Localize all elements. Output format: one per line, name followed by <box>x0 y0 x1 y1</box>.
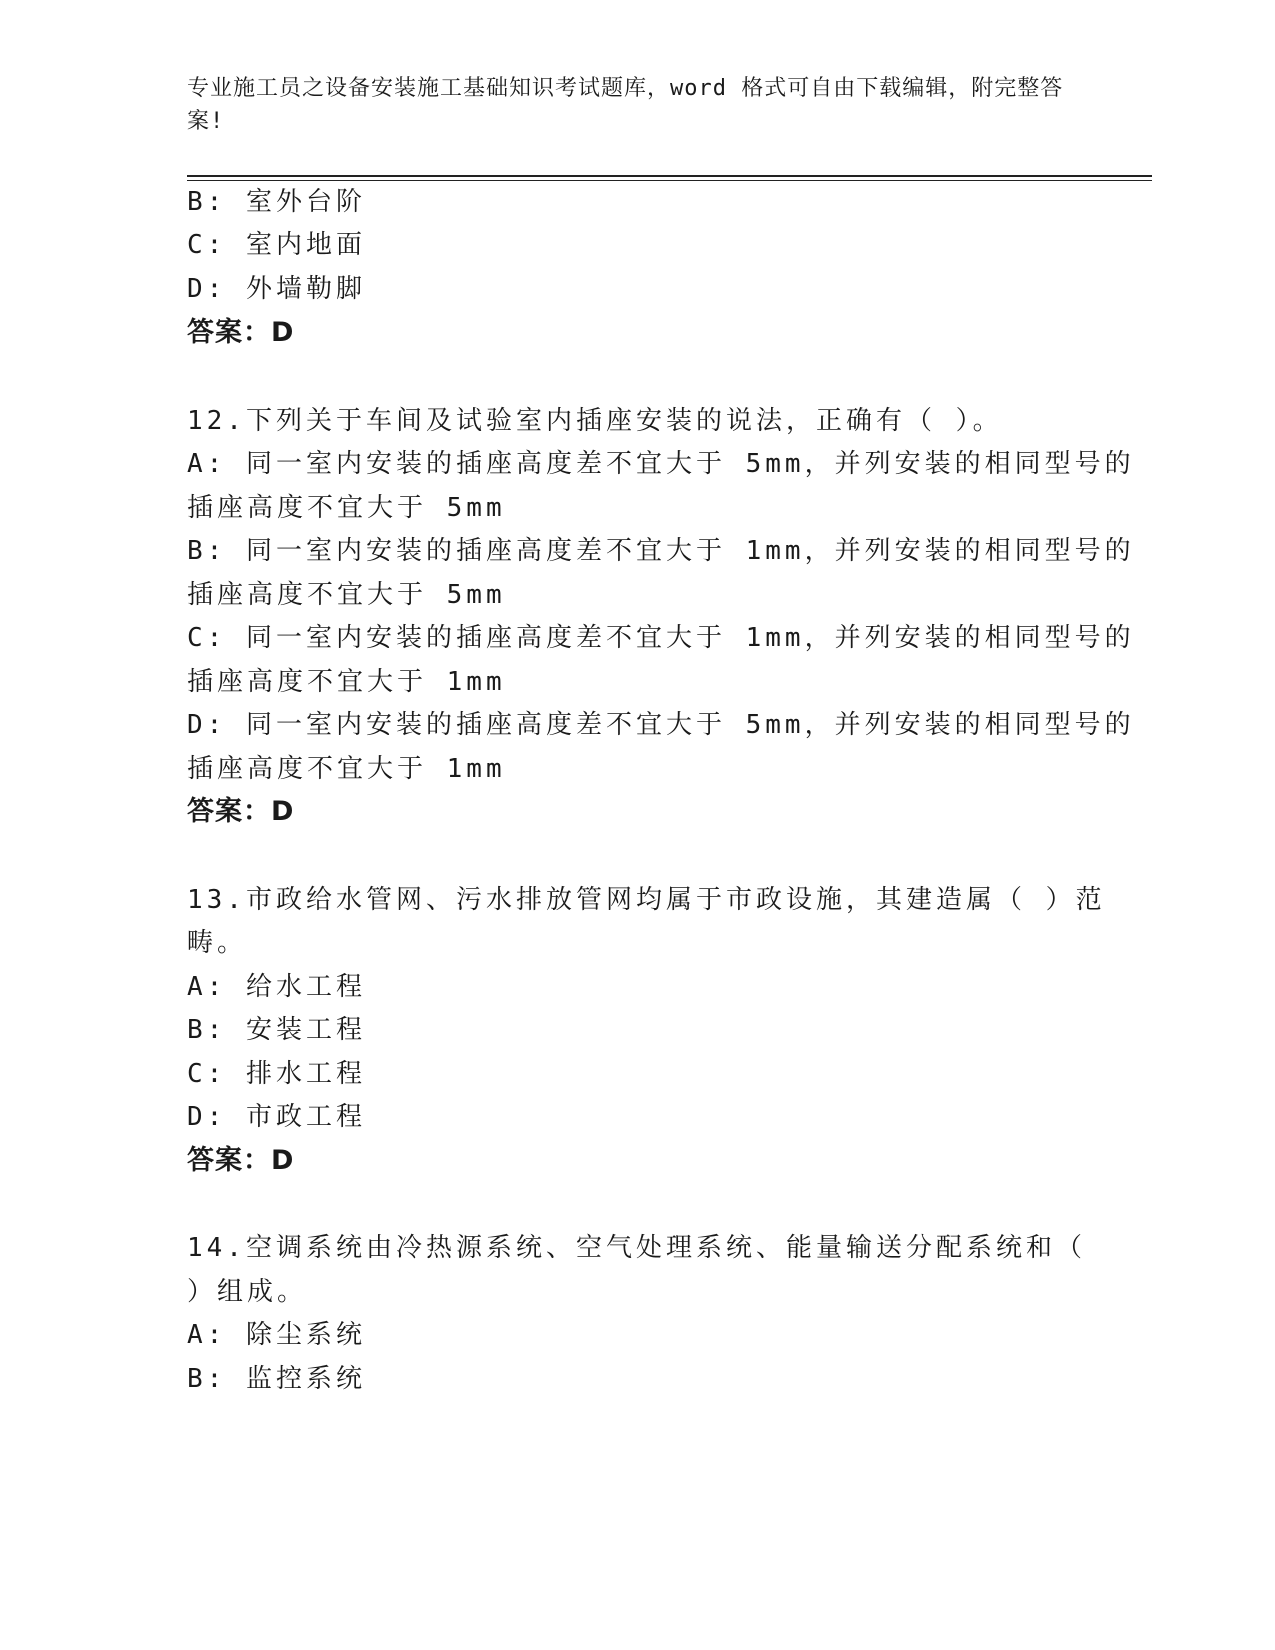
q14-stem: 14.空调系统由冷热源系统、空气处理系统、能量输送分配系统和（ <box>187 1233 1086 1263</box>
q12-stem: 12.下列关于车间及试验室内插座安装的说法，正确有（ ）。 <box>187 406 1003 436</box>
q13-option-b: B: 安装工程 <box>187 1015 366 1045</box>
q13-option-c: C: 排水工程 <box>187 1059 366 1089</box>
q12-option-a: A: 同一室内安装的插座高度差不宜大于 5mm，并列安装的相同型号的 <box>187 449 1135 479</box>
q14-stem-cont: ）组成。 <box>187 1277 308 1307</box>
q12-option-a-cont: 插座高度不宜大于 5mm <box>187 493 506 523</box>
document-header: 专业施工员之设备安装施工基础知识考试题库，word 格式可自由下载编辑，附完整答案! <box>187 76 1064 134</box>
q13-option-a: A: 给水工程 <box>187 972 366 1002</box>
q12-option-c: C: 同一室内安装的插座高度差不宜大于 1mm，并列安装的相同型号的 <box>187 623 1135 653</box>
q13-stem: 13.市政给水管网、污水排放管网均属于市政设施，其建造属（ ）范 <box>187 885 1106 915</box>
q11-option-d: D: 外墙勒脚 <box>187 274 366 304</box>
q12-option-d-cont: 插座高度不宜大于 1mm <box>187 754 506 784</box>
q11-option-b: B: 室外台阶 <box>187 187 366 217</box>
q13-stem-cont: 畴。 <box>187 928 248 958</box>
q12-option-d: D: 同一室内安装的插座高度差不宜大于 5mm，并列安装的相同型号的 <box>187 710 1135 740</box>
q11-option-c: C: 室内地面 <box>187 230 366 260</box>
q12-option-c-cont: 插座高度不宜大于 1mm <box>187 667 506 697</box>
q14-option-a: A: 除尘系统 <box>187 1320 366 1350</box>
q11-answer: 答案：D <box>187 317 295 348</box>
q14-option-b: B: 监控系统 <box>187 1364 366 1394</box>
q13-option-d: D: 市政工程 <box>187 1102 366 1132</box>
q12-option-b-cont: 插座高度不宜大于 5mm <box>187 580 506 610</box>
q12-option-b: B: 同一室内安装的插座高度差不宜大于 1mm，并列安装的相同型号的 <box>187 536 1135 566</box>
q13-answer: 答案：D <box>187 1145 295 1176</box>
header-divider-thick <box>187 175 1152 177</box>
q12-answer: 答案：D <box>187 796 295 827</box>
